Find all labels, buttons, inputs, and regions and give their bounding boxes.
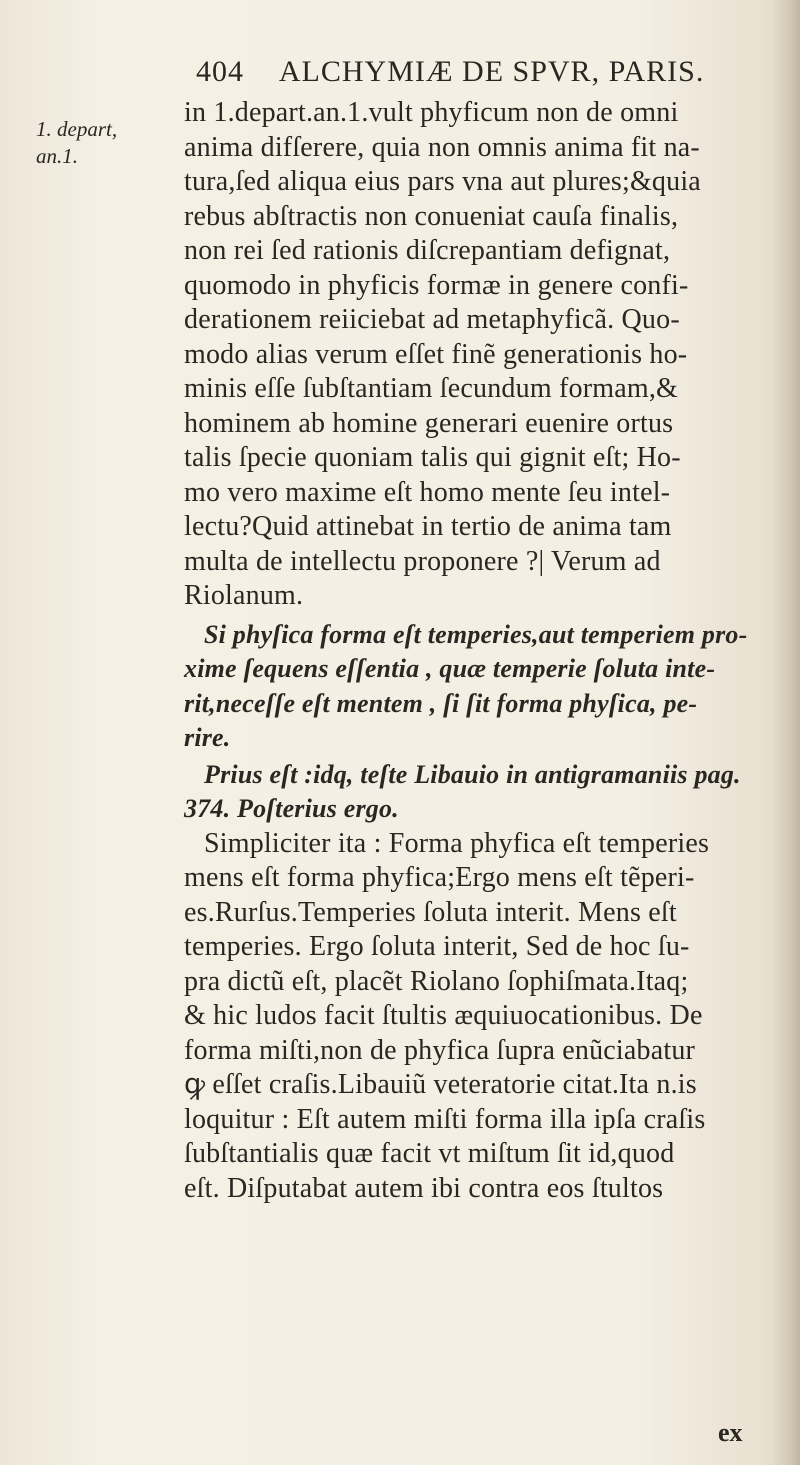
- page-number: 404: [196, 55, 244, 88]
- text-line: forma miſti,non de phyfica ſupra enũciabatur: [184, 1034, 696, 1066]
- text-line: talis ſpecie quoniam talis qui gignit eſt; Ho-: [184, 442, 681, 473]
- text-line: tura,ſed aliqua eius pars vna aut plures;&quia: [184, 166, 701, 197]
- italic-quotation-1: [184, 618, 774, 756]
- text-line: loquitur : Eſt autem miſti forma illa ipſa craſis: [184, 1103, 706, 1135]
- text-line: temperies. Ergo ſoluta interit, Sed de hoc ſu-: [184, 931, 690, 962]
- text-line: es.Rurſus.Temperies ſoluta interit. Mens eſt: [184, 896, 677, 928]
- text-line: ſubſtantialis quæ facit vt miſtum ſit id,quod: [184, 1138, 675, 1169]
- italic-line: Prius eſt :idq, teſte Libauio in antigramaniis pag.: [204, 759, 741, 789]
- text-line: anima difſerere, quia non omnis anima fit na-: [184, 131, 700, 163]
- text-body: [184, 96, 774, 1206]
- text-line: quomodo in phyficis formæ in genere confi-: [184, 269, 689, 301]
- margin-note-line: an.1.: [36, 144, 78, 168]
- text-line: non rei ſed rationis diſcrepantiam defignat,: [184, 235, 671, 266]
- text-line: lectu?Quid attinebat in tertio de anima tam: [184, 511, 672, 542]
- italic-line: rire.: [184, 723, 231, 752]
- text-line: eſt. Diſputabat autem ibi contra eos ſtultos: [184, 1172, 664, 1204]
- text-line: & hic ludos facit ſtultis æquiuocationibus. De: [184, 1000, 703, 1031]
- text-line: Simpliciter ita : Forma phyfica eſt temperies: [204, 827, 710, 859]
- text-line: mens eſt forma phyfica;Ergo mens eſt tẽperi-: [184, 862, 695, 893]
- text-line: ꝙ eſſet craſis.Libauiũ veteratorie citat.Ita n.is: [184, 1069, 697, 1100]
- text-line: rebus abſtractis non conueniat cauſa finalis,: [184, 200, 679, 232]
- text-line: pra dictũ eſt, placẽt Riolano ſophiſmata.Itaq;: [184, 965, 689, 997]
- text-line: multa de intellectu proponere ?| Verum ad: [184, 545, 661, 577]
- text-line: derationem reiiciebat ad metaphyficã. Quo-: [184, 304, 680, 335]
- catchword: ex: [718, 1418, 743, 1447]
- text-line: in 1.depart.an.1.vult phyficum non de omni: [184, 97, 679, 128]
- paragraph-2: [184, 827, 774, 1207]
- italic-quotation-2: [184, 758, 774, 827]
- page-gutter-shadow: [772, 0, 800, 1465]
- running-header: [196, 55, 756, 95]
- text-line: hominem ab homine generari euenire ortus: [184, 407, 674, 439]
- running-title: ALCHYMIÆ DE SPVR, PARIS.: [278, 55, 705, 88]
- text-line: mo vero maxime eſt homo mente ſeu intel-: [184, 476, 671, 508]
- italic-line: Si phyſica forma eſt temperies,aut temperiem pro-: [204, 619, 748, 649]
- italic-line: xime ſequens eſſentia , quæ temperie ſoluta inte-: [184, 654, 716, 683]
- italic-line: 374. Poſterius ergo.: [184, 794, 399, 823]
- italic-line: rit,neceſſe eſt mentem , ſi ſit forma phyſica, pe-: [184, 688, 698, 718]
- margin-note-line: 1. depart,: [36, 117, 118, 141]
- paragraph-1: [184, 96, 774, 614]
- margin-note: [36, 116, 146, 170]
- text-line: modo alias verum eſſet finẽ generationis ho-: [184, 338, 688, 370]
- text-line: minis eſſe ſubſtantiam ſecundum formam,&: [184, 373, 679, 404]
- text-line: Riolanum.: [184, 580, 304, 611]
